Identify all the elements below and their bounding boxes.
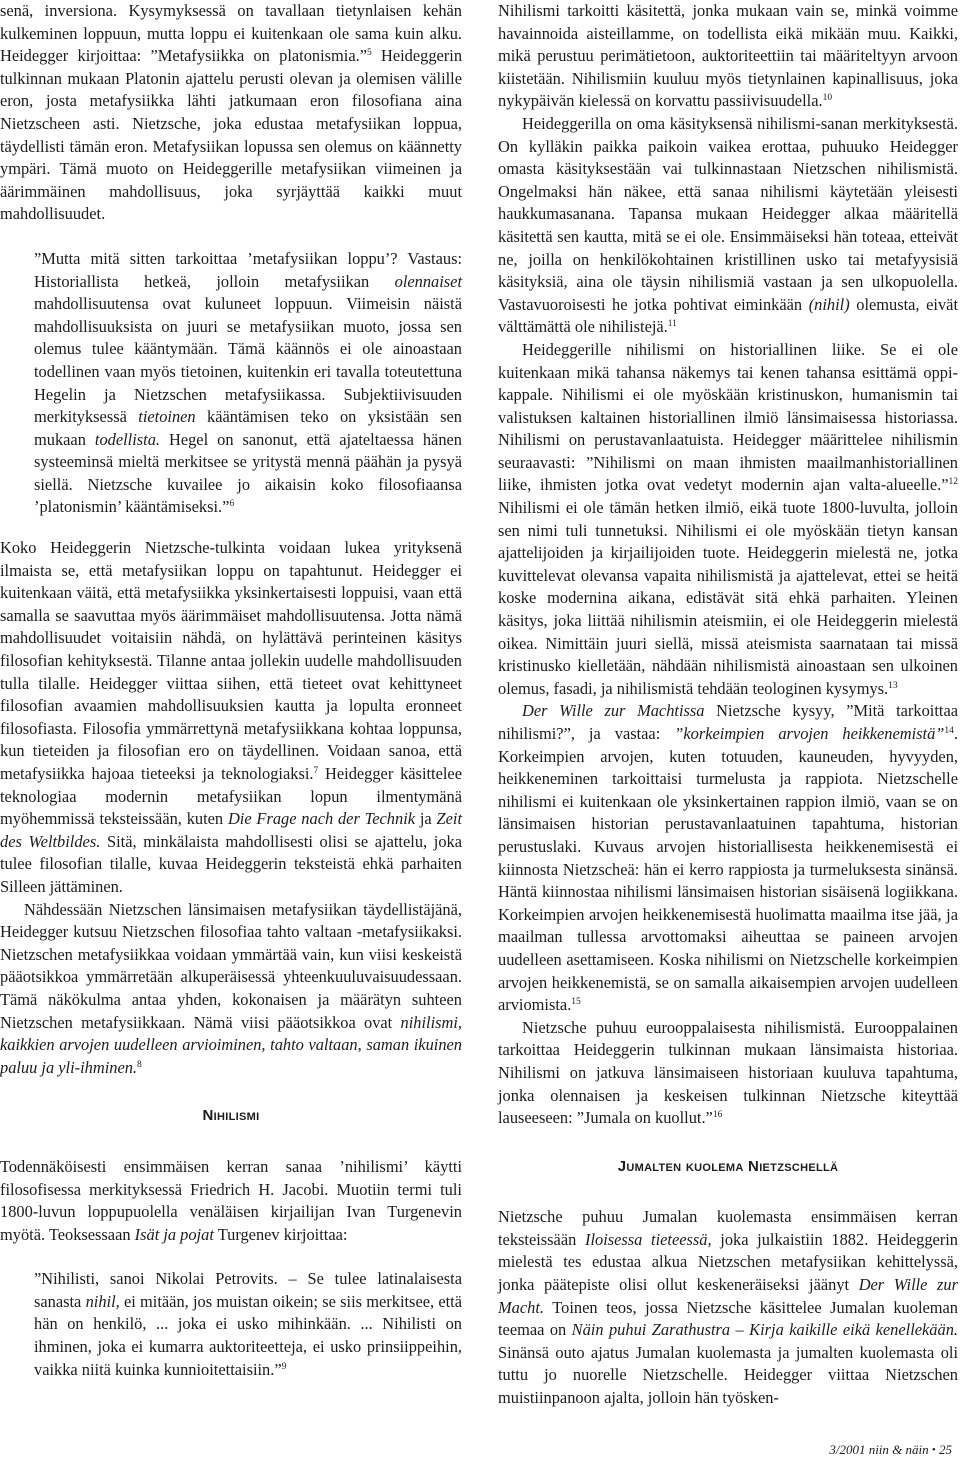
paragraph: Nietzsche puhuu eurooppalaisesta nihilismistä. Eurooppalainen tarkoittaa Heideggerin tulkinnan mukaan länsimaista historiaa. Nihilismi on jatkuva länsimaiseen historiaan kuuluva tapahtuma, jonka olennaisen ja keskeisen tulkinnan Nietzsche kiteyttää lauseeseen: ”Jumala on kuollut.”$^{16}$ (498, 1017, 958, 1128)
paragraph: Nihilismi tarkoitti käsitettä, jonka mukaan vain se, minkä voimme havainnoida aisteillamme, on todellista eikä mikään muu. Kaikki, mikä perustuu perimätietoon, auktoriteettiin tai määriteltyyn arvoon kiistetään. Nihilismiin kuuluu myös tietynlainen kapinallisuus, joka nykypäivän kielessä on korvattu passiivisuudella.$^{10}$ (498, 1, 958, 111)
paragraph: Todennäköisesti ensimmäisen kerran sanaa ’nihilismi’ käytti filosofisessa merkityksessä Friedrich H. Jacobi. Muotiin termi tuli 1800-luvun loppupuolella venäläisen kirjailijan Ivan Turgenevin myötä. Teoksessaan Isät ja pojat Turgenev kirjoittaa: (0, 1156, 462, 1244)
right-column (498, 0, 958, 1410)
paragraph: Heideggerille nihilismi on historiallinen liike. Se ei ole kuitenkaan mikä tahansa näkemys tai kenen tahansa esittämä oppi-kappale. Nihilismi ei ole myöskään kristinuskon, humanismin tai valistuksen kaltainen historiallinen ilmiö länsimaisessa historiassa. Nihilismi on perustavanlaatuista. Heidegger määrittelee nihilismin seuraavasti: ”Nihilismi on maan ihmisten maailmanhistoriallinen liike, ihmisten jotka ovat vedetyt modernin ajan valta-alueelle.”$^{12}$ Nihilismi ei ole tämän hetken ilmiö, eikä tuote 1800-luvulta, jolloin sen nimi tuli tunnetuksi. Nihilismi ei ole myöskään tietyn kansan ajattelijoiden ja kirjailijoiden tuote. Heideggerin mielestä ne, jotka kuvittelevat olevansa vapaita nihilismistä ja ajattelevat, ettei se heitä koske modernina aikana, edistävät sitä ehkä parhaiten. Yleinen käsitys, joka liittää nihilismin ateismiin, ei ole Heideggerin mielestä oikea. Nimittäin juuri siellä, missä ateismista saarnataan tai missä kristinusko kielletään, nähdään nihilismistä ainoastaan sen ulkoinen olemus, fasadi, ja nihilismistä tehdään teologinen kysymys.$^{13}$ (498, 339, 958, 698)
left-column (0, 0, 462, 1381)
issue-label: 3/2001 niin & näin (829, 1442, 929, 1457)
block-quote: ”Nihilisti, sanoi Nikolai Petrovits. – Se tulee latinalaisesta sanasta nihil, ei mitään, jos muistan oikein; se siis merkitsee, että hän on henkilö, ... joka ei usko mihinkään. ... Nihilisti on ihminen, joka ei kumarra auktoriteetteja, ei usko prinsiippeihin, vaikka niitä kuinka kunnioitettaisiin.”$^9$ (34, 1269, 462, 1379)
section-heading: Nihilismi (202, 1107, 260, 1125)
bullet-separator: • (931, 1444, 936, 1456)
page-footer (829, 1442, 952, 1458)
paragraph: Heideggerilla on oma käsityksensä nihilismi-sanan merkityksestä. On kylläkin paikka paikoin vaikea erottaa, puhuuko Heidegger omasta käsityksestään vai tulkinnastaan Nietzschen nihilismistä. Ongelmaksi hän näkee, että sanaa nihilismi käytetään yleisesti haukkumasanana. Tapansa mukaan Heidegger alkaa määritellä käsitettä sen kautta, mitä se ei ole. Ensimmäiseksi hän toteaa, etteivät ne, joilla on henkilökohtainen kristillinen usko tai metafyysisiä käsityksiä, aina ole täysin nihilismiä vastaan ja sen ulkopuolella. Vastavuoroisesti he jotka pohtivat eiminkään (nihil) olemusta, eivät välttämättä ole nihilistejä.$^{11}$ (498, 113, 958, 337)
block-quote: ”Mutta mitä sitten tarkoittaa ’metafysiikan loppu’? Vastaus: Historiallista hetkeä, jolloin metafysiikan olennaiset mahdollisuutensa ovat kuluneet loppuun. Viimeisin näistä mahdollisuuksista on juuri se metafysiikan muoto, jossa sen olemus tulee kääntymään. Tämä käännös ei ole ainoastaan todellinen vaan myös tietoinen, kuitenkin eri tavalla toteutettuna Hegelin ja Nietzschen metafysiikassa. Subjektiivisuuden merkityksessä tietoinen kääntämisen teko on yksistään sen mukaan todellista. Hegel on sanonut, että ajateltaessa hänen systeeminsä mieltä merkitsee se yritystä mennä päähän ja pysyä siellä. Nietzsche kuvailee jo aikaisin koko filosofiaansa ’platonismin’ kääntämiseksi.”$^6$ (34, 248, 462, 517)
section-heading: Jumalten kuolema Nietzschellä (617, 1157, 839, 1175)
paragraph: Koko Heideggerin Nietzsche-tulkinta voidaan lukea yrityksenä ilmaista se, että metafysiikan loppu on tapahtunut. Heidegger ei kuitenkaan väitä, että metafysiikka yksinkertaisesti loppuisi, vaan että samalla se saavuttaa myös äärimmäiset mahdollisuutensa. Jotta nämä mahdollisuudet voitaisiin nähdä, on hylättävä perinteinen käsitys filosofian kehityksestä. Tilanne antaa jollekin uudelle mahdollisuuden tulla tilalle. Heidegger viittaa siihen, että tieteet ovat kehittyneet filosofian avaamien mahdollisuuksien kautta ja lopulta eronneet filosofiasta. Filosofia ymmärrettynä metafysiikkana kohtaa loppunsa, kun tieteiden ja filosofian ero on täydellinen. Voidaan sanoa, että metafysiikka hajoaa tieteeksi ja teknologiaksi.$^7$ Heidegger käsittelee teknologiaa modernin metafysiikan lopun ilmentymänä myöhemmissä teksteissään, kuten Die Frage nach der Technik ja Zeit des Weltbildes. Sitä, minkälaista mahdollisesti olisi se ajattelu, joka tulee filosofian tilalle, kuvaa Heideggerin teksteistä ehkä parhaiten Silleen jättäminen. (0, 538, 462, 896)
paragraph: Nietzsche puhuu Jumalan kuolemasta ensimmäisen kerran teksteissään Iloisessa tieteessä, joka julkaistiin 1882. Heideggerin mielestä tes edustaa alkua Nietzschen metafysiikan kehittelyssä, jonka päätepiste olisi ollut keskeneräiseksi jäänyt Der Wille zur Macht. Toinen teos, jossa Nietzsche käsittelee Jumalan kuoleman teemaa on Näin puhui Zarathustra – Kirja kaikille eikä kenellekään. Sinänsä outo ajatus Jumalan kuolemasta ja jumalten kuolemasta oli tuttu jo nuorelle Nietzschelle. Heidegger viittaa Nietzschen muistiinpanoon ajalta, jolloin hän työsken- (498, 1207, 958, 1408)
paragraph: Nähdessään Nietzschen länsimaisen metafysiikan täydellistäjänä, Heidegger kutsuu Nietzschen filosofiaa tahto valtaan -metafysiikaksi. Nietzschen metafysiikkaa voidaan ymmärtää vain, kun viisi keskeistä pääotsikkoa ymmärretään alkuperäisessä yhteenkuuluvaisuudessaan. Tämä näkökulma antaa yhden, kokonaisen ja määrätyn suhteen Nietzschen metafysiikkaan. Nämä viisi pääotsikkoa ovat nihilismi, kaikkien arvojen uudelleen arvioiminen, tahto valtaan, saman ikuinen paluu ja yli-ihminen.$^8$ (0, 899, 462, 1077)
paragraph: senä, inversiona. Kysymyksessä on tavallaan tietynlaisen kehän kulkeminen loppuun, mutta loppu ei kuitenkaan ole sama kuin alku. Heidegger kirjoittaa: ”Metafysiikka on platonismia.”$^5$ Heideggerin tulkinnan mukaan Platonin ajattelu perusti olevan ja olemisen välille eron, josta metafysiikka lähti jatkumaan eron filosofiana aina Nietzscheen asti. Nietzsche, joka edustaa metafysiikan loppua, täydellisti tämän eron. Metafysiikan lopussa sen olemus on käännetty ympäri. Tämä muoto on Heideggerille metafysiikan viimeinen ja äärimmäinen mahdollisuus, joka syrjäyttää kaikki muut mahdollisuudet. (0, 1, 463, 224)
paragraph: Der Wille zur Machtissa Nietzsche kysyy, ”Mitä tarkoittaa nihilismi?”, ja vastaa: ”korkeimpien arvojen heikkenemistä”$^{14}$. Korkeimpien arvojen, kuten totuuden, kauneuden, hyvyyden, heikkeneminen tarkoittaisi turmelusta ja rappiota. Nietzschelle nihilismi ei kuitenkaan ole yksinkertainen rappion ilmiö, vaan se on länsimaisen historian perustavanlaatuinen tapahtuma, historian perustuslaki. Kuvaus arvojen historiallisesta heikkenemisestä ei kiinnosta Nietzscheä: hän ei kerro rappiosta ja turmeluksesta sinänsä. Häntä kiinnostaa nihilismi länsimaisen historian sisäisenä logiikkana. Korkeimpien arvojen heikkenemisestä huolimatta maailma itse jää, ja maailman tullessa arvottomaksi aiheuttaa se paineen arvojen uudelleen asettamiseen. Koska nihilismi on Nietzschelle korkeimpien arvojen heikkenemistä, se on samalla aikaisempien arvojen uudelleen arviomista.$^{15}$ (498, 701, 958, 1015)
page-number: 25 (939, 1442, 952, 1457)
